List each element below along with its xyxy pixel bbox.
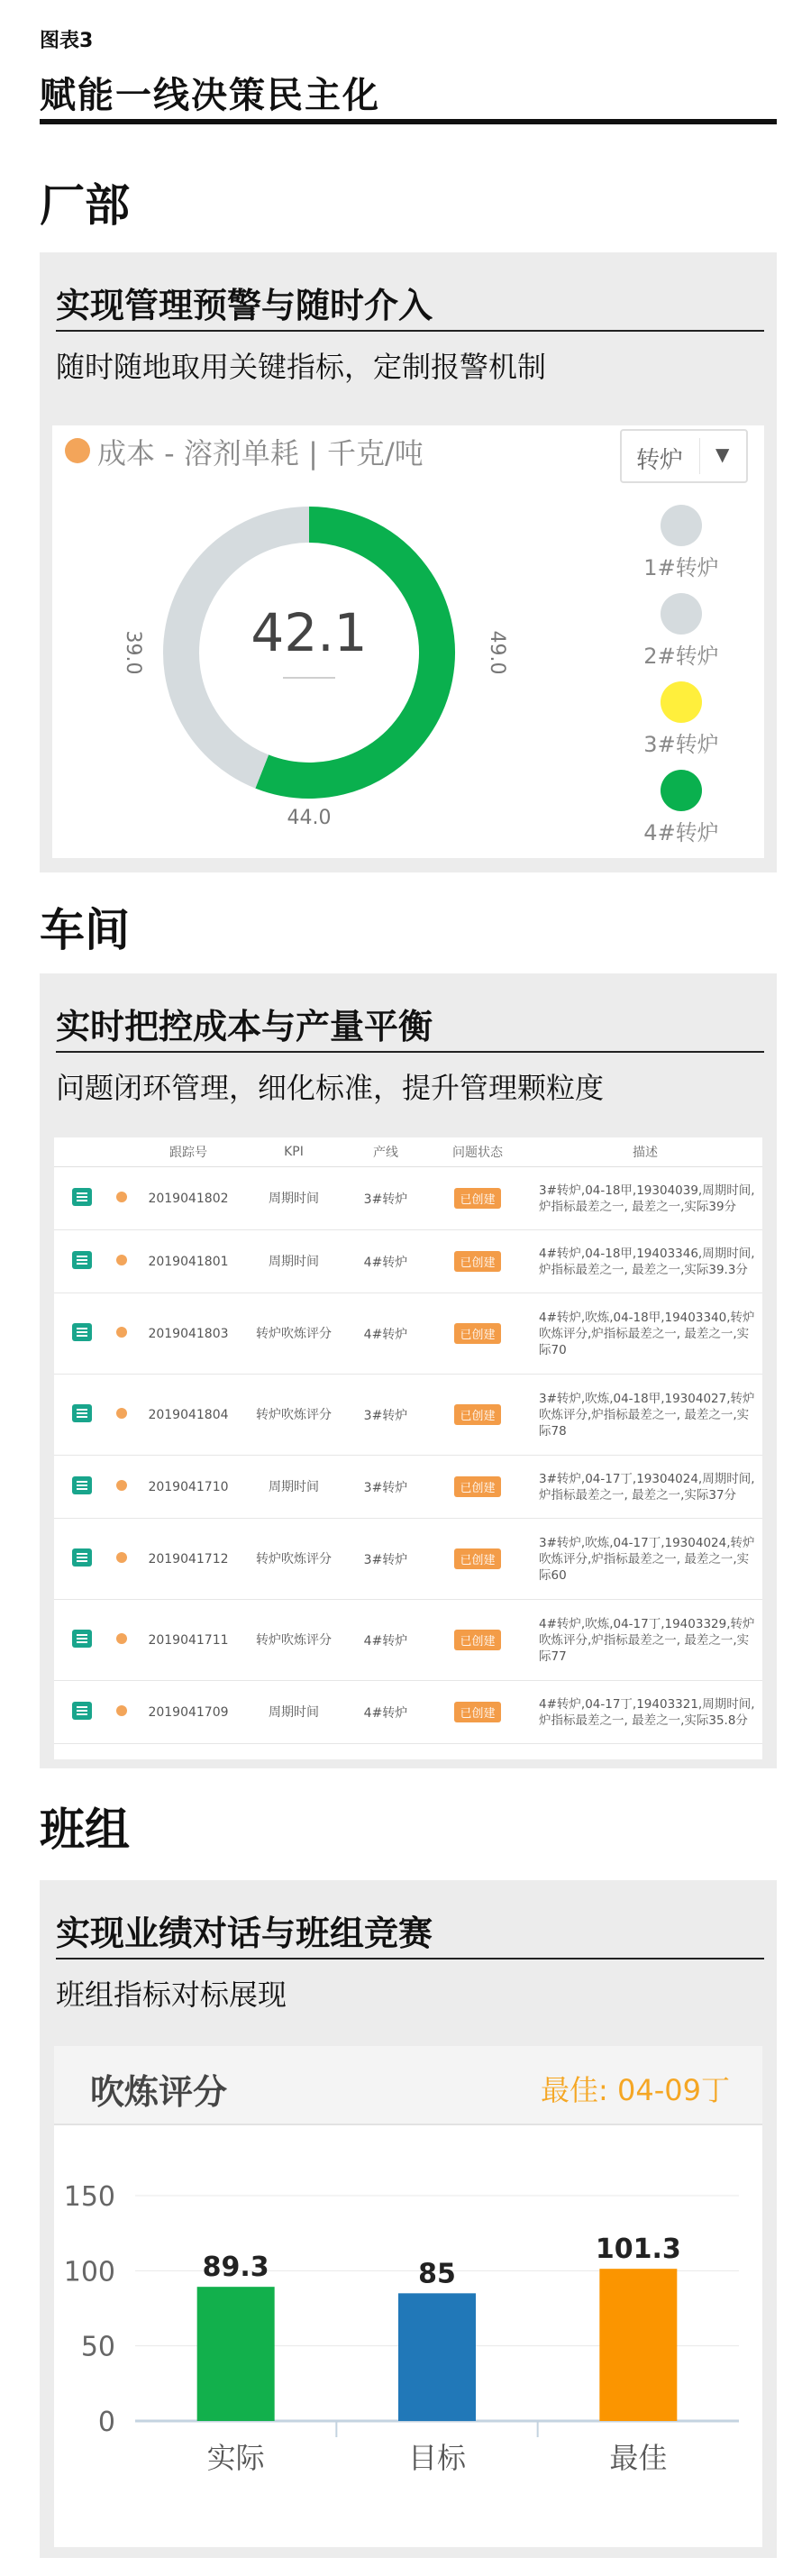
- panel-heading: 实现管理预警与随时介入: [56, 285, 433, 325]
- table-row[interactable]: [54, 1456, 762, 1519]
- status-cell: [427, 1375, 528, 1456]
- row-dot-cell: [110, 1167, 133, 1230]
- row-icon-cell: [54, 1600, 110, 1681]
- bar-2[interactable]: [599, 2269, 677, 2421]
- legend-dot: [661, 593, 702, 635]
- row-icon-cell: [54, 1681, 110, 1744]
- column-header[interactable]: 产线: [344, 1137, 427, 1167]
- list-icon[interactable]: [72, 1323, 92, 1341]
- row-icon-cell: [54, 1167, 110, 1230]
- status-cell: [427, 1519, 528, 1600]
- list-icon[interactable]: [72, 1251, 92, 1269]
- header-dot: [110, 1137, 133, 1167]
- x-tick-label: 最佳: [609, 2441, 668, 2475]
- list-icon[interactable]: [72, 1404, 92, 1422]
- table-row[interactable]: [54, 1600, 762, 1681]
- list-icon[interactable]: [72, 1548, 92, 1567]
- panel-subtitle: 问题闭环管理，细化标准，提升管理颗粒度: [56, 1071, 605, 1105]
- y-tick-label: 0: [97, 2407, 115, 2438]
- legend-label: 3#转炉: [643, 732, 719, 757]
- row-dot-cell: [110, 1375, 133, 1456]
- kpi-name: 转炉吹炼评分: [243, 1600, 344, 1681]
- furnace-select[interactable]: [620, 429, 748, 483]
- legend-item-furnace-4[interactable]: [627, 770, 735, 846]
- row-icon-cell: [54, 1230, 110, 1293]
- production-line: 3#转炉: [344, 1167, 427, 1230]
- column-header[interactable]: 描述: [528, 1137, 762, 1167]
- status-cell: [427, 1681, 528, 1744]
- row-dot-cell: [110, 1600, 133, 1681]
- table-row[interactable]: [54, 1230, 762, 1293]
- column-header[interactable]: KPI: [243, 1137, 344, 1167]
- score-card-title: 吹炼评分: [90, 2072, 228, 2112]
- table-row[interactable]: [54, 1167, 762, 1230]
- donut-label-left: 39.0: [122, 630, 144, 675]
- figure-label: 图表3: [40, 30, 94, 52]
- figure-title: 赋能一线决策民主化: [40, 74, 380, 116]
- description: 4#转炉,04-17丁,19403321,周期时间,炉指标最差之一, 最差之一,实际35.8分: [528, 1681, 762, 1744]
- team-panel: [40, 1880, 777, 2558]
- section-title-factory: 厂部: [40, 178, 130, 232]
- status-dot: [116, 1552, 127, 1563]
- panel-heading-rule: [56, 1958, 764, 1959]
- chart-x-labels: [207, 2441, 668, 2475]
- status-dot: [116, 1192, 127, 1202]
- description: 4#转炉,吹炼,04-18甲,19403340,转炉吹炼评分,炉指标最差之一, 最差之一,实际70: [528, 1293, 762, 1375]
- description: 3#转炉,04-17丁,19304024,周期时间,炉指标最差之一, 最差之一,实际37分: [528, 1456, 762, 1519]
- description: 3#转炉,吹炼,04-17丁,19304024,转炉吹炼评分,炉指标最差之一, 最差之一,实际60: [528, 1519, 762, 1600]
- kpi-name: 周期时间: [243, 1230, 344, 1293]
- table-row[interactable]: [54, 1293, 762, 1375]
- issues-table: [54, 1137, 762, 1744]
- legend-label: 2#转炉: [643, 644, 719, 669]
- legend-dot: [661, 505, 702, 546]
- row-dot-cell: [110, 1681, 133, 1744]
- y-tick-label: 100: [63, 2256, 115, 2288]
- status-badge: 已创建: [454, 1630, 500, 1650]
- description: 3#转炉,吹炼,04-18甲,19304027,转炉吹炼评分,炉指标最差之一, 最差之一,实际78: [528, 1375, 762, 1456]
- row-dot-cell: [110, 1293, 133, 1375]
- bar-0[interactable]: [197, 2287, 275, 2421]
- row-dot-cell: [110, 1230, 133, 1293]
- column-header[interactable]: 跟踪号: [133, 1137, 243, 1167]
- kpi-card: [52, 425, 764, 858]
- description: 4#转炉,04-18甲,19403346,周期时间,炉指标最差之一, 最差之一,实际39.3分: [528, 1230, 762, 1293]
- status-dot: [116, 1480, 127, 1491]
- legend-label: 1#转炉: [643, 555, 719, 580]
- issues-card: [54, 1137, 762, 1759]
- donut-center-value: 42.1: [251, 602, 368, 663]
- column-header[interactable]: 问题状态: [427, 1137, 528, 1167]
- status-cell: [427, 1456, 528, 1519]
- list-icon[interactable]: [72, 1476, 92, 1494]
- status-cell: [427, 1600, 528, 1681]
- tracking-id: 2019041711: [133, 1600, 243, 1681]
- status-cell: [427, 1293, 528, 1375]
- bar-1[interactable]: [398, 2293, 476, 2421]
- section-title-team: 班组: [40, 1803, 130, 1856]
- list-icon[interactable]: [72, 1702, 92, 1720]
- production-line: 4#转炉: [344, 1230, 427, 1293]
- description: 4#转炉,吹炼,04-17丁,19403329,转炉吹炼评分,炉指标最差之一, 最差之一,实际77: [528, 1600, 762, 1681]
- panel-subtitle: 班组指标对标展现: [56, 1978, 287, 2012]
- list-icon[interactable]: [72, 1630, 92, 1648]
- chart-y-ticks: [64, 2181, 115, 2438]
- status-badge: 已创建: [454, 1404, 500, 1425]
- table-row[interactable]: [54, 1375, 762, 1456]
- production-line: 3#转炉: [344, 1519, 427, 1600]
- y-tick-label: 50: [80, 2331, 115, 2363]
- tracking-id: 2019041804: [133, 1375, 243, 1456]
- x-tick-label: 实际: [206, 2441, 265, 2475]
- legend-item-furnace-3[interactable]: [627, 681, 735, 758]
- tracking-id: 2019041802: [133, 1167, 243, 1230]
- figure-title-rule: [40, 119, 777, 124]
- description: 3#转炉,04-18甲,19304039,周期时间,炉指标最差之一, 最差之一,实际39分: [528, 1167, 762, 1230]
- kpi-name: 转炉吹炼评分: [243, 1375, 344, 1456]
- tracking-id: 2019041710: [133, 1456, 243, 1519]
- donut-label-bottom: 44.0: [287, 807, 332, 829]
- status-cell: [427, 1167, 528, 1230]
- tracking-id: 2019041709: [133, 1681, 243, 1744]
- chart-bars: [197, 2233, 681, 2421]
- status-badge: 已创建: [454, 1476, 500, 1497]
- legend-item-furnace-2[interactable]: [627, 593, 735, 670]
- row-icon-cell: [54, 1519, 110, 1600]
- status-cell: [427, 1230, 528, 1293]
- row-icon-cell: [54, 1456, 110, 1519]
- table-header-row: [54, 1137, 762, 1167]
- kpi-name: 周期时间: [243, 1167, 344, 1230]
- x-tick-label: 目标: [407, 2441, 467, 2475]
- factory-panel: [40, 252, 777, 872]
- y-tick-label: 150: [63, 2181, 115, 2213]
- donut-label-right: 49.0: [486, 630, 508, 675]
- status-badge: 已创建: [454, 1548, 500, 1569]
- list-icon[interactable]: [72, 1188, 92, 1206]
- table-row[interactable]: [54, 1681, 762, 1744]
- production-line: 3#转炉: [344, 1375, 427, 1456]
- tracking-id: 2019041801: [133, 1230, 243, 1293]
- production-line: 3#转炉: [344, 1456, 427, 1519]
- bar-value-label: 101.3: [595, 2233, 681, 2266]
- score-bar-chart: [54, 2046, 762, 2547]
- status-dot: [116, 1255, 127, 1265]
- panel-heading-rule: [56, 1051, 764, 1053]
- legend-label: 4#转炉: [643, 820, 719, 845]
- production-line: 4#转炉: [344, 1600, 427, 1681]
- furnace-select-value: 转炉: [636, 447, 684, 474]
- kpi-name: 周期时间: [243, 1456, 344, 1519]
- status-dot: [116, 1705, 127, 1716]
- kpi-name: 转炉吹炼评分: [243, 1293, 344, 1375]
- tracking-id: 2019041712: [133, 1519, 243, 1600]
- header-icon: [54, 1137, 110, 1167]
- kpi-name: 周期时间: [243, 1681, 344, 1744]
- panel-heading: 实时把控成本与产量平衡: [56, 1006, 433, 1046]
- status-badge: 已创建: [454, 1251, 500, 1272]
- bar-value-label: 85: [418, 2258, 456, 2290]
- legend-item-furnace-1[interactable]: [627, 505, 735, 581]
- status-dot: [116, 1633, 127, 1644]
- status-dot: [116, 1327, 127, 1338]
- tracking-id: 2019041803: [133, 1293, 243, 1375]
- row-icon-cell: [54, 1293, 110, 1375]
- production-line: 4#转炉: [344, 1681, 427, 1744]
- row-dot-cell: [110, 1456, 133, 1519]
- workshop-panel: [40, 973, 777, 1768]
- production-line: 4#转炉: [344, 1293, 427, 1375]
- panel-heading: 实现业绩对话与班组竞赛: [56, 1913, 433, 1953]
- row-dot-cell: [110, 1519, 133, 1600]
- legend-dot: [661, 681, 702, 723]
- donut-chart: [52, 425, 557, 858]
- table-row[interactable]: [54, 1519, 762, 1600]
- status-dot: [116, 1408, 127, 1419]
- status-badge: 已创建: [454, 1323, 500, 1344]
- status-badge: 已创建: [454, 1702, 500, 1722]
- chevron-down-icon[interactable]: ▼: [715, 443, 730, 465]
- kpi-name: 转炉吹炼评分: [243, 1519, 344, 1600]
- panel-subtitle: 随时随地取用关键指标，定制报警机制: [56, 350, 547, 384]
- section-title-workshop: 车间: [40, 903, 130, 956]
- best-shift-label: 最佳: 04-09丁: [541, 2073, 730, 2107]
- score-card: [54, 2046, 762, 2547]
- legend-dot: [661, 770, 702, 811]
- select-separator: [699, 438, 700, 474]
- kpi-card-title: 成本 - 溶剂单耗 | 千克/吨: [97, 436, 424, 470]
- panel-heading-rule: [56, 330, 764, 332]
- bar-value-label: 89.3: [202, 2252, 269, 2284]
- row-icon-cell: [54, 1375, 110, 1456]
- status-badge: 已创建: [454, 1188, 500, 1209]
